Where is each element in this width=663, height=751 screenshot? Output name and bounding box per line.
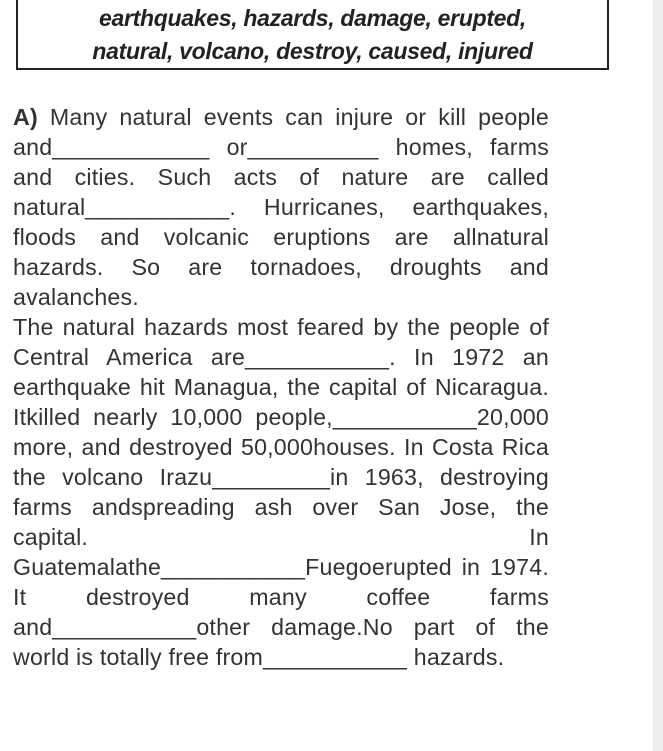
passage [13,102,549,672]
paragraph-2: The natural hazards most feared by the people of Central America are___________. In 1972 an earthquake hit Managua, the capital of Nicaragua. Itkilled nearly 10,000 people,___________20,000 more, and destroyed 50,000houses. In Costa Rica the volcano Irazu_________in 1963, destroying farms andspreading ash over San Jose, the capital. In Guatemalathe___________Fuegoerupted in 1974. It destroyed many coffee farms and___________other damage.No part of the world is totally free from___________ hazards. [13,314,549,670]
word-bank-box [16,0,609,70]
paragraph-1 [13,102,549,312]
scrollbar[interactable] [653,0,663,751]
exercise-label: A) [13,104,38,130]
paragraph-1-text: Many natural events can injure or kill people and____________ or__________ homes, farms and cities. Such acts of nature are called natural___________. Hurricanes, earthquakes, floods and volcanic eruptions are allnatural hazards. So are tornadoes, droughts and avalanches. [13,104,549,310]
word-bank-line-2: natural, volcano, destroy, caused, injured [92,38,533,64]
word-bank-line-1: earthquakes, hazards, damage, erupted, [98,5,527,31]
